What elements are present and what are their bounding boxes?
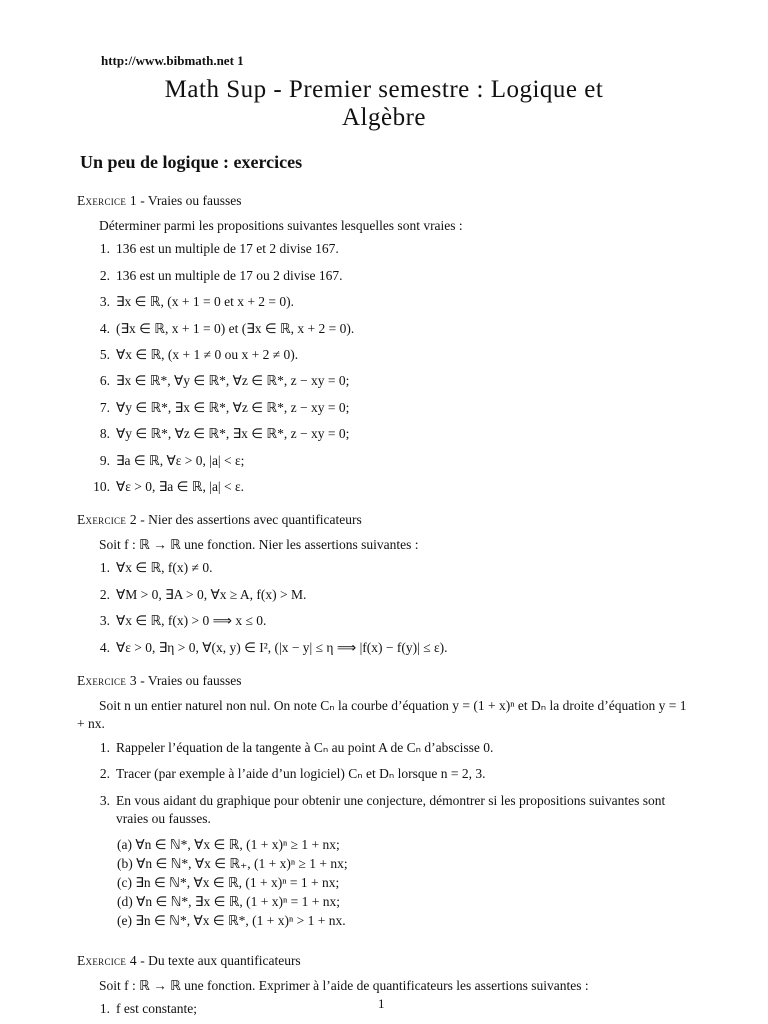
exercise-2-item: 4. ∀ε > 0, ∃η > 0, ∀(x, y) ∈ I², (|x − y| ≤ η ⟹ |f(x) − f(y)| ≤ ε). bbox=[99, 640, 448, 655]
document-title-line2: Algèbre bbox=[341, 104, 427, 131]
exercise-1-item: 1. 136 est un multiple de 17 et 2 divise 167. bbox=[99, 241, 339, 256]
exercise-1-item: 9. ∃a ∈ ℝ, ∀ε > 0, |a| < ε; bbox=[99, 453, 245, 468]
document-title-line1: Math Sup - Premier semestre : Logique et bbox=[164, 76, 604, 103]
section-title: Un peu de logique : exercices bbox=[80, 152, 303, 172]
exercise-3-intro: Soit n un entier naturel non nul. On note Cₙ la courbe d’équation y = (1 + x)ⁿ et Dₙ la droite d’équation y = 1 + nx. bbox=[77, 698, 687, 731]
exercise-1-item: 3. ∃x ∈ ℝ, (x + 1 = 0 et x + 2 = 0). bbox=[99, 294, 295, 309]
document-title bbox=[80, 76, 688, 132]
exercise-4-title: - Du texte aux quantificateurs bbox=[136, 953, 301, 968]
page-url: http://www.bibmath.net 1 bbox=[101, 53, 244, 68]
exercise-1-title: - Vraies ou fausses bbox=[136, 193, 242, 208]
exercise-1-item: 7. ∀y ∈ ℝ*, ∃x ∈ ℝ*, ∀z ∈ ℝ*, z − xy = 0; bbox=[99, 400, 350, 415]
exercise-4-intro: Soit f : ℝ → ℝ une fonction. Exprimer à l’aide de quantificateurs les assertions suivantes : bbox=[99, 978, 589, 993]
exercise-1-item: 5. ∀x ∈ ℝ, (x + 1 ≠ 0 ou x + 2 ≠ 0). bbox=[99, 347, 299, 362]
exercise-1-item: 4. (∃x ∈ ℝ, x + 1 = 0) et (∃x ∈ ℝ, x + 2 = 0). bbox=[99, 321, 355, 336]
exercise-3-label: Exercice 3 bbox=[77, 673, 137, 688]
exercise-1-item: 8. ∀y ∈ ℝ*, ∀z ∈ ℝ*, ∃x ∈ ℝ*, z − xy = 0; bbox=[99, 426, 350, 441]
exercise-2-intro: Soit f : ℝ → ℝ une fonction. Nier les assertions suivantes : bbox=[99, 537, 419, 552]
exercise-3-subitem: (c) ∃n ∈ ℕ*, ∀x ∈ ℝ, (1 + x)ⁿ = 1 + nx; bbox=[117, 875, 340, 890]
exercise-3-item: 3. En vous aidant du graphique pour obtenir une conjecture, démontrer si les propositions suivantes sont vraies ou fausses. bbox=[99, 793, 666, 826]
exercise-3-subitem: (b) ∀n ∈ ℕ*, ∀x ∈ ℝ₊, (1 + x)ⁿ ≥ 1 + nx; bbox=[117, 856, 348, 871]
exercise-1-item: 6. ∃x ∈ ℝ*, ∀y ∈ ℝ*, ∀z ∈ ℝ*, z − xy = 0; bbox=[99, 373, 350, 388]
exercise-3-subitem: (a) ∀n ∈ ℕ*, ∀x ∈ ℝ, (1 + x)ⁿ ≥ 1 + nx; bbox=[117, 837, 340, 852]
exercise-3-item: 2. Tracer (par exemple à l’aide d’un logiciel) Cₙ et Dₙ lorsque n = 2, 3. bbox=[99, 766, 486, 781]
page-number: 1 bbox=[378, 996, 385, 1011]
exercise-1-intro: Déterminer parmi les propositions suivantes lesquelles sont vraies : bbox=[99, 218, 463, 233]
exercise-1-label: Exercice 1 bbox=[77, 193, 137, 208]
exercise-3-heading bbox=[77, 673, 242, 689]
exercise-2-item: 2. ∀M > 0, ∃A > 0, ∀x ≥ A, f(x) > M. bbox=[99, 587, 307, 602]
exercise-4-item: 1. f est constante; bbox=[99, 1001, 197, 1016]
exercise-3-title: - Vraies ou fausses bbox=[136, 673, 242, 688]
exercise-1-item: 2. 136 est un multiple de 17 ou 2 divise 167. bbox=[99, 268, 343, 283]
exercise-2-item: 1. ∀x ∈ ℝ, f(x) ≠ 0. bbox=[99, 560, 213, 575]
exercise-3-item: 1. Rappeler l’équation de la tangente à Cₙ au point A de Cₙ d’abscisse 0. bbox=[99, 740, 494, 755]
exercise-1-item: 10. ∀ε > 0, ∃a ∈ ℝ, |a| < ε. bbox=[93, 479, 245, 494]
exercise-4-heading bbox=[77, 953, 301, 969]
exercise-2-label: Exercice 2 bbox=[77, 512, 137, 527]
exercise-2-title: - Nier des assertions avec quantificateurs bbox=[136, 512, 362, 527]
exercise-2-heading bbox=[77, 512, 362, 528]
exercise-4-label: Exercice 4 bbox=[77, 953, 137, 968]
exercise-3-subitem: (e) ∃n ∈ ℕ*, ∀x ∈ ℝ*, (1 + x)ⁿ > 1 + nx. bbox=[117, 913, 346, 928]
exercise-2-item: 3. ∀x ∈ ℝ, f(x) > 0 ⟹ x ≤ 0. bbox=[99, 613, 267, 628]
exercise-1-heading bbox=[77, 193, 242, 209]
exercise-3-subitem: (d) ∀n ∈ ℕ*, ∃x ∈ ℝ, (1 + x)ⁿ = 1 + nx; bbox=[117, 894, 340, 909]
